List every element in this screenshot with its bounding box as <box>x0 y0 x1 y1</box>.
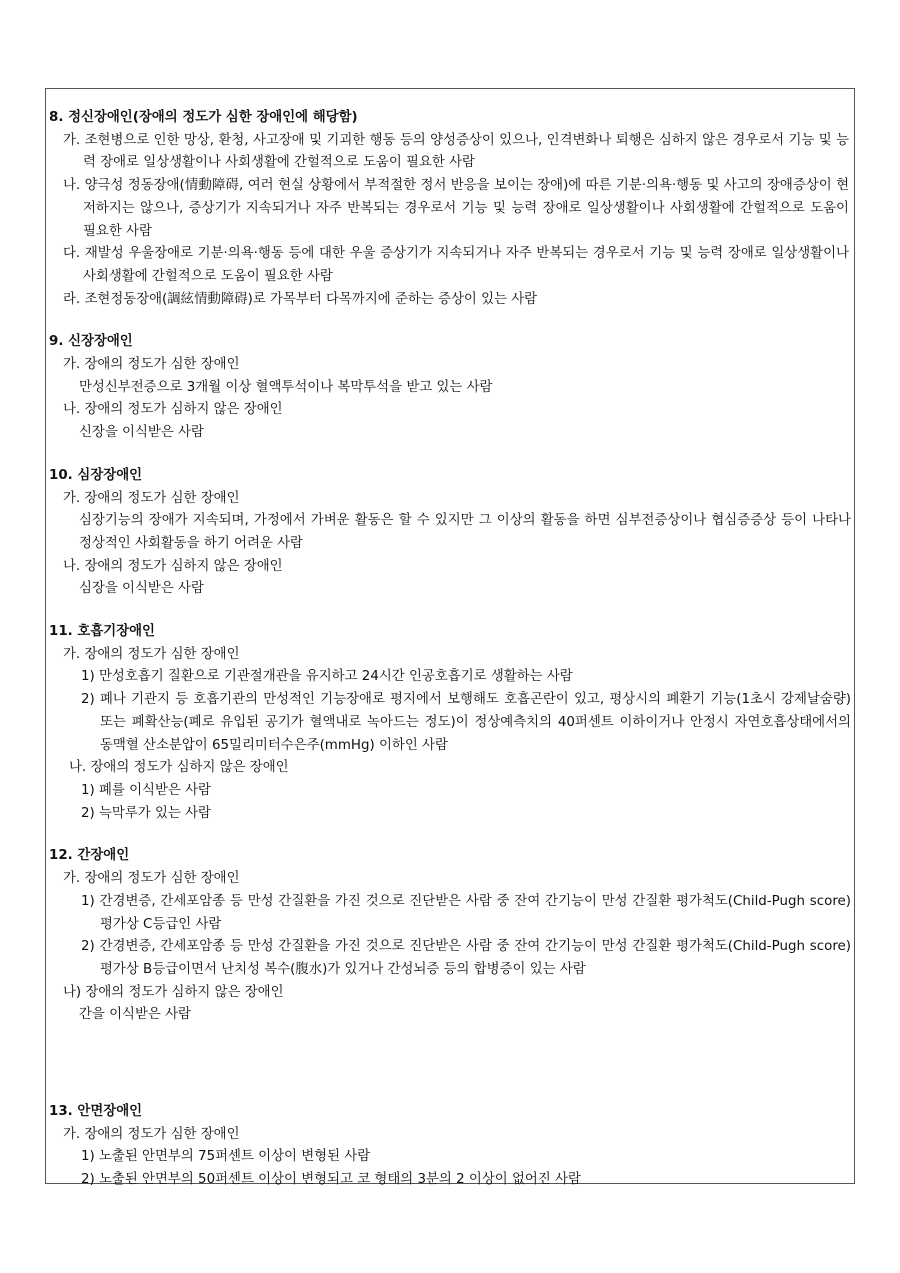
section-heading: 11. 호흡기장애인 <box>49 624 155 640</box>
subsection-text: 심장을 이식받은 사람 <box>79 581 204 597</box>
section-mental-disability <box>49 107 851 311</box>
list-item: 라. 조현정동장애(調絃情動障碍)로 가목부터 다목까지에 준하는 증상이 있는 사람 <box>63 291 538 307</box>
section-kidney-disability <box>49 331 851 445</box>
section-liver-disability <box>49 845 851 1027</box>
subsection-title: 가. 장애의 정도가 심한 장애인 <box>63 871 240 887</box>
subsection-text: 만성신부전증으로 3개월 이상 혈액투석이나 복막투석을 받고 있는 사람 <box>79 379 493 395</box>
subsection-text: 간을 이식받은 사람 <box>79 1007 191 1023</box>
numbered-item: 2) 폐나 기관지 등 호흡기관의 만성적인 기능장애로 평지에서 보행해도 호흡곤란이 있고, 평상시의 폐환기 기능(1초시 강제날숨량) 또는 폐확산능(폐로 유입된 공기가 혈액내로 녹아드는 정도)이 정상예측치의 40퍼센트 이하이거나 안정시 자연호흡상태에서의 동맥혈 산소분압이 65밀리미터수은주(mmHg) 이하인 사람 <box>81 692 851 753</box>
section-heading: 12. 간장애인 <box>49 848 130 864</box>
numbered-item: 2) 늑막루가 있는 사람 <box>81 805 211 821</box>
list-item: 가. 조현병으로 인한 망상, 환청, 사고장애 및 기괴한 행동 등의 양성증상이 있으나, 인격변화나 퇴행은 심하지 않은 경우로서 기능 및 능력 장애로 일상생활이나 사회생활에 간헐적으로 도움이 필요한 사람 <box>63 132 849 171</box>
subsection-title: 가. 장애의 정도가 심한 장애인 <box>63 357 240 373</box>
subsection-text: 신장을 이식받은 사람 <box>79 425 204 441</box>
numbered-item: 2) 노출된 안면부의 50퍼센트 이상이 변형되고 코 형태의 3분의 2 이상이 없어진 사람 <box>81 1172 581 1188</box>
list-item: 다. 재발성 우울장애로 기분·의욕·행동 등에 대한 우울 증상기가 지속되거나 자주 반복되는 경우로서 기능 및 능력 장애로 일상생활이나 사회생활에 간헐적으로 도움이 필요한 사람 <box>63 246 849 284</box>
numbered-item: 1) 만성호흡기 질환으로 기관절개관을 유지하고 24시간 인공호흡기로 생활하는 사람 <box>81 669 573 685</box>
section-respiratory-disability <box>49 621 851 825</box>
section-heading: 13. 안면장애인 <box>49 1104 143 1120</box>
section-heading: 8. 정신장애인(장애의 정도가 심한 장애인에 해당함) <box>49 110 358 125</box>
numbered-item: 2) 간경변증, 간세포암종 등 만성 간질환을 가진 것으로 진단받은 사람 중 잔여 간기능이 만성 간질환 평가척도(Child-Pugh score) 평가상 B등급이면서 난치성 복수(腹水)가 있거나 간성뇌증 등의 합병증이 있는 사람 <box>81 939 851 977</box>
subsection-title: 나) 장애의 정도가 심하지 않은 장애인 <box>63 984 284 1000</box>
document-frame <box>45 88 855 1188</box>
subsection-title: 나. 장애의 정도가 심하지 않은 장애인 <box>63 558 283 574</box>
numbered-item: 1) 간경변증, 간세포암종 등 만성 간질환을 가진 것으로 진단받은 사람 중 잔여 간기능이 만성 간질환 평가척도(Child-Pugh score) 평가상 C등급인 사람 <box>81 893 851 932</box>
subsection-title: 가. 장애의 정도가 심한 장애인 <box>63 490 240 506</box>
subsection-text: 심장기능의 장애가 지속되며, 가정에서 가벼운 활동은 할 수 있지만 그 이상의 활동을 하면 심부전증상이나 협심증증상 등이 나타나 정상적인 사회활동을 하기 어려운 사람 <box>79 513 851 551</box>
subsection-title: 나. 장애의 정도가 심하지 않은 장애인 <box>69 760 289 776</box>
section-heading: 10. 심장장애인 <box>49 467 143 483</box>
section-facial-disability <box>49 1101 851 1192</box>
document-body <box>49 107 851 1192</box>
numbered-item: 1) 노출된 안면부의 75퍼센트 이상이 변형된 사람 <box>81 1149 371 1165</box>
section-heading: 9. 신장장애인 <box>49 334 133 350</box>
subsection-title: 나. 장애의 정도가 심하지 않은 장애인 <box>63 402 283 418</box>
subsection-title: 가. 장애의 정도가 심한 장애인 <box>63 1126 240 1142</box>
section-heart-disability <box>49 465 851 601</box>
list-item: 나. 양극성 정동장애(情動障碍, 여러 현실 상황에서 부적절한 정서 반응을 보이는 장애)에 따른 기분·의욕·행동 및 사고의 장애증상이 현저하지는 않으나, 증상기가 지속되거나 자주 반복되는 경우로서 기능 및 능력 장애로 일상생활이나 사회생활에 간헐적으로 도움이 필요한 사람 <box>63 178 849 239</box>
subsection-title: 가. 장애의 정도가 심한 장애인 <box>63 646 240 662</box>
numbered-item: 1) 폐를 이식받은 사람 <box>81 782 211 798</box>
